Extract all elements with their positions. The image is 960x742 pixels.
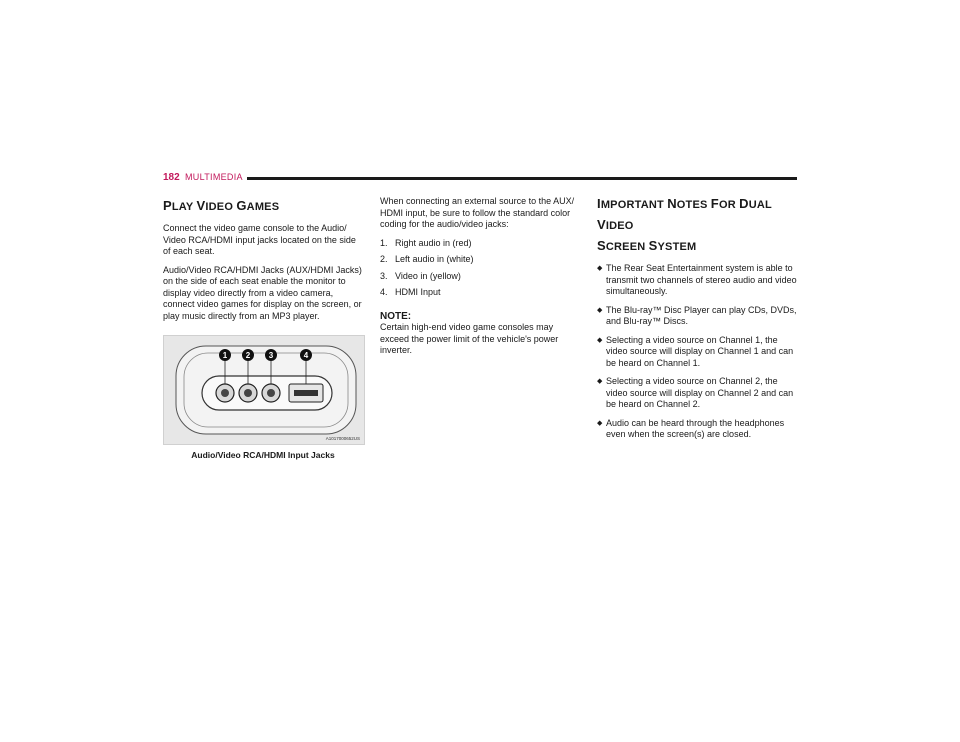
note-text: Certain high-end video game consoles may exceed the power limit of the vehicle's power inverter. xyxy=(380,322,559,355)
list-item: 3. Video in (yellow) xyxy=(380,270,461,281)
heading-play-video-games: PLAY VIDEO GAMES xyxy=(163,198,280,213)
svg-text:2: 2 xyxy=(245,351,251,360)
hdmi-port xyxy=(289,384,323,402)
page-header xyxy=(163,172,797,186)
svg-text:4: 4 xyxy=(303,351,309,360)
list-item: ◆ Selecting a video source on Channel 2, the video source will display on Channel 2 and can be heard on Channel 2. xyxy=(597,376,794,409)
list-item: ◆ Selecting a video source on Channel 1, the video source will display on Channel 1 and can be heard on Channel 1. xyxy=(597,334,794,368)
list-item: ◆ The Rear Seat Entertainment system is able to transmit two channels of stereo audio and video simultaneously. xyxy=(597,263,797,296)
figure-code: A1017000652US xyxy=(325,436,360,441)
svg-text:3: 3 xyxy=(268,351,274,360)
note-label: NOTE: xyxy=(380,310,412,322)
list-item: 4. HDMI Input xyxy=(380,287,441,297)
svg-text:1: 1 xyxy=(222,351,228,360)
list-item: 1. Right audio in (red) xyxy=(380,237,472,248)
jacks-illustration xyxy=(164,336,364,444)
list-item: 2. Left audio in (white) xyxy=(380,254,474,264)
paragraph-jacks-description: Audio/Video RCA/HDMI Jacks (AUX/HDMI Jacks) on the side of each seat enable the monitor to display video directly from a video camera, connect video games for display on the screen, or play music directly from an MP3 player. xyxy=(163,264,362,321)
callout-4 xyxy=(300,349,312,361)
section-name: MULTIMEDIA xyxy=(185,172,243,182)
diamond-bullet-icon: ◆ xyxy=(597,378,603,385)
rca-jack-right-audio xyxy=(216,384,234,402)
diamond-bullet-icon: ◆ xyxy=(597,265,603,272)
paragraph-connect-console: Connect the video game console to the Audio/ Video RCA/HDMI input jacks located on the side of each seat. xyxy=(163,223,356,256)
figure-input-jacks xyxy=(163,335,365,445)
diamond-bullet-icon: ◆ xyxy=(597,419,603,427)
left-column xyxy=(163,196,365,462)
callout-3 xyxy=(265,349,277,361)
diamond-bullet-icon: ◆ xyxy=(597,336,603,344)
diamond-bullet-icon: ◆ xyxy=(597,306,603,314)
callout-2 xyxy=(242,349,254,361)
notes-list xyxy=(597,263,799,441)
jack-list xyxy=(380,238,580,299)
list-item: ◆ Audio can be heard through the headphones even when the screen(s) are closed. xyxy=(597,417,785,439)
middle-column xyxy=(380,196,580,364)
list-item: ◆ The Blu-ray™ Disc Player can play CDs, DVDs, and Blu-ray™ Discs. xyxy=(597,304,797,326)
rca-jack-video xyxy=(262,384,280,402)
rca-jack-left-audio xyxy=(239,384,257,402)
callout-1 xyxy=(219,349,231,361)
figure-caption: Audio/Video RCA/HDMI Input Jacks xyxy=(191,450,335,460)
header-rule xyxy=(247,177,797,180)
page-number: 182 xyxy=(163,172,180,183)
right-column xyxy=(597,194,799,448)
heading-important-notes: IMPORTANT NOTES FOR DUAL VIDEO SCREEN SYSTEM xyxy=(597,196,772,253)
paragraph-color-coding: When connecting an external source to the AUX/ HDMI input, be sure to follow the standard color coding for the audio/video jacks: xyxy=(380,196,575,229)
